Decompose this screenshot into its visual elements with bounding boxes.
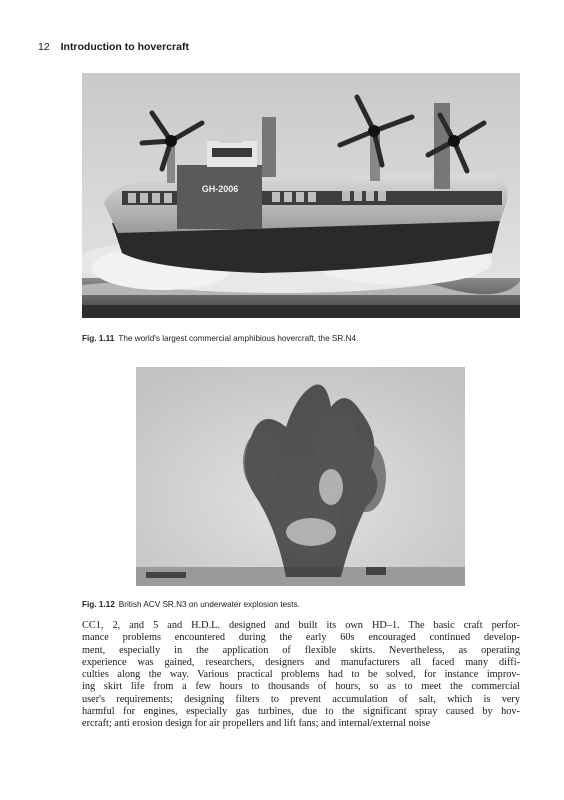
paragraph-line: experience was gained, researchers, designers and manufacturers all faced many diffi- — [82, 656, 520, 668]
paragraph-line: CC1, 2, and 5 and H.D.L. designed and built its own HD–1. The basic craft perfor- — [82, 620, 520, 631]
figure-label: Fig. 1.12 — [82, 600, 115, 609]
chapter-title: Introduction to hovercraft — [60, 41, 189, 53]
paragraph-line: harmful for engines, especially gas turbines, due to the significant spray caused by hov- — [82, 706, 520, 718]
body-paragraph — [82, 620, 520, 731]
figure-caption — [82, 334, 358, 343]
figure-caption-text: British ACV SR.N3 on underwater explosion tests. — [118, 600, 300, 609]
paragraph-line: culties along the way. Various practical problems had to be solved, for instance improv- — [82, 669, 520, 681]
hovercraft-photo — [82, 73, 520, 318]
paragraph-line: user's requirements; designing filters to prevent accumulation of salt, which is very — [82, 693, 520, 705]
paragraph-line: ing skirt life from a few hours to thousands of hours, so as to meet the commercial — [82, 681, 520, 693]
explosion-photo — [136, 367, 465, 586]
paragraph-line: mance problems encountered during the early 60s encouraged continued develop- — [82, 632, 520, 644]
figure-explosion-photo — [136, 367, 465, 586]
paragraph-line: ment, especially in the application of flexible skirts. Nevertheless, as operating — [82, 644, 520, 656]
figure-hovercraft-photo — [82, 73, 520, 318]
figure-caption — [82, 600, 300, 609]
paragraph-line: ercraft; anti erosion design for air propellers and lift fans; and internal/external noise — [82, 718, 431, 730]
figure-caption-text: The world's largest commercial amphibious hovercraft, the SR.N4. — [118, 334, 359, 343]
running-header — [38, 41, 189, 53]
page-number: 12 — [38, 41, 50, 53]
hull-marking: GH-2006 — [201, 184, 239, 194]
figure-label: Fig. 1.11 — [82, 334, 115, 343]
